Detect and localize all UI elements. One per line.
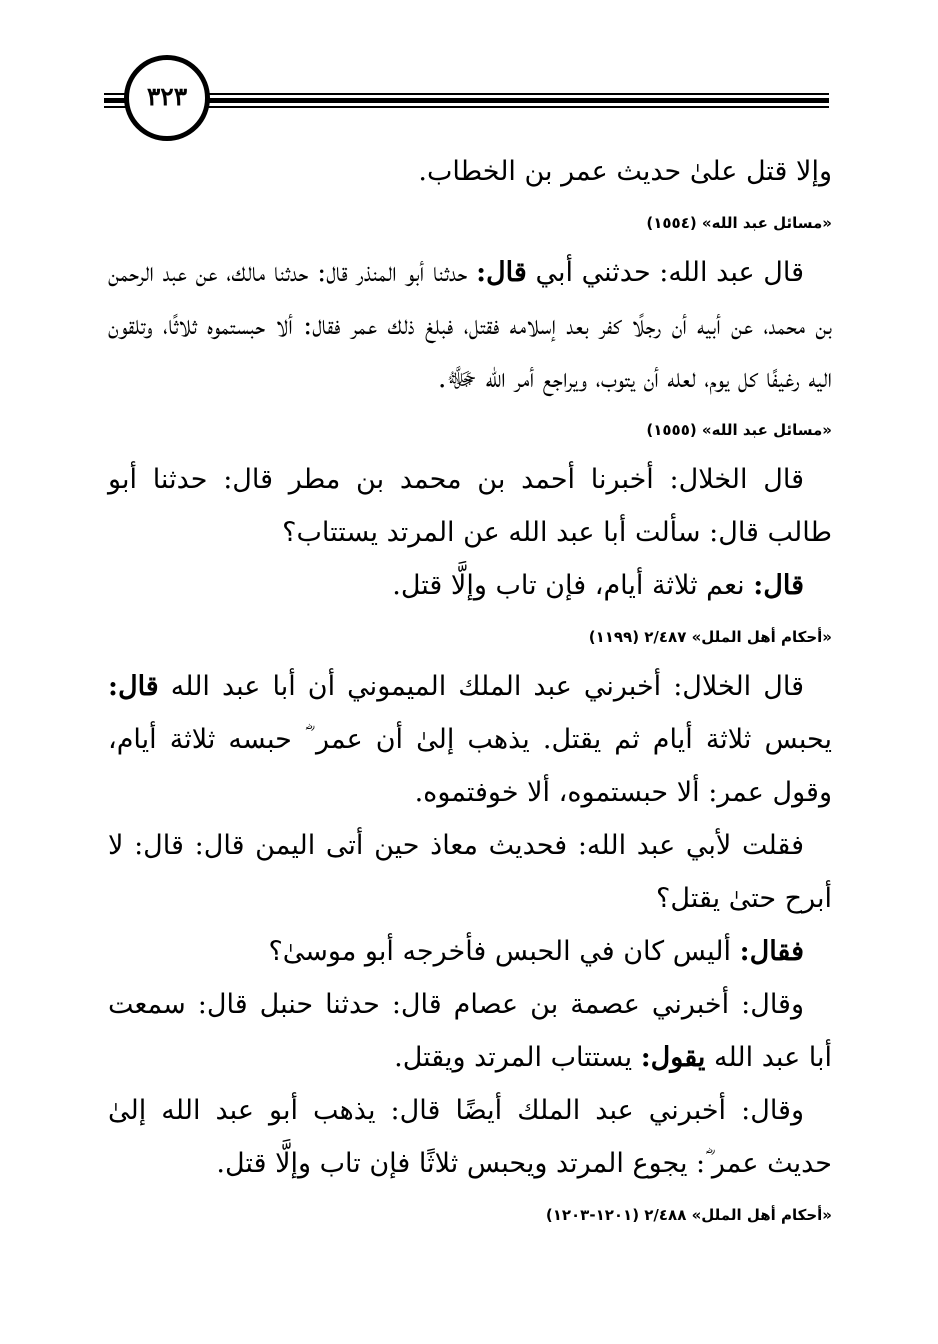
paragraph (108, 925, 832, 978)
paragraph-text: حدثنا أبو المنذر قال: حدثنا مالك، عن عبد الرحمن بن محمد، عن أبيه أن رجلًا كفر بعد إسلامه فقتل، فبلغ ذلك عمر فقال: ألا حبستموه ثلاثًا، وتلقون اليه رغيفًا كل يوم، لعله أن يتوب، ويراجع أمر الله ﷻ. (108, 257, 832, 394)
bold-lead: فقال: (739, 936, 804, 967)
paragraph-text: وقال: أخبرني عصمة بن عصام قال: حدثنا حنبل قال: سمعت أبا عبد الله (108, 989, 832, 1073)
header-rule-bottom (104, 106, 829, 108)
paragraph-text: قال عبد الله: حدثني أبي (526, 257, 804, 288)
paragraph (108, 1084, 832, 1190)
paragraph (108, 819, 832, 925)
paragraph (108, 978, 832, 1084)
paragraph-text: أليس كان في الحبس فأخرجه أبو موسىٰ؟ (268, 936, 740, 967)
header-rule-thick (104, 98, 829, 103)
bold-lead: قال: (753, 570, 804, 601)
page-number: ٣٢٣ (146, 81, 188, 111)
paragraph (108, 660, 832, 819)
bold-lead: قال: (108, 671, 159, 702)
citation: «أحكام أهل الملل» ٢/٤٨٨ (١٢٠١-١٢٠٣) (545, 1206, 832, 1224)
paragraph-text: يحبس ثلاثة أيام ثم يقتل. يذهب إلىٰ أن عمر ؓ حبسه ثلاثة أيام، وقول عمر: ألا حبستموه، ألا خوفتموه. (108, 724, 832, 808)
paragraph (108, 559, 832, 612)
page-header (0, 0, 938, 150)
citation: «مسائل عبد الله» (١٥٥٥) (646, 421, 832, 439)
paragraph-text: قال الخلال: أخبرنا أحمد بن محمد بن مطر قال: حدثنا أبو طالب قال: سألت أبا عبد الله عن المرتد يستتاب؟ (108, 464, 832, 548)
citation: «مسائل عبد الله» (١٥٥٤) (646, 214, 832, 232)
paragraph (108, 246, 832, 405)
citation: «أحكام أهل الملل» ٢/٤٨٧ (١١٩٩) (588, 628, 832, 646)
paragraph-text: نعم ثلاثة أيام، فإن تاب وإلَّا قتل. (392, 570, 754, 601)
paragraph-text: قال الخلال: أخبرني عبد الملك الميموني أن أبا عبد الله (158, 671, 804, 702)
paragraph-text: فقلت لأبي عبد الله: فحديث معاذ حين أتى اليمن قال: قال: لا أبرح حتىٰ يقتل؟ (108, 830, 832, 914)
paragraph-intro: وإلا قتل علىٰ حديث عمر بن الخطاب. (418, 156, 832, 187)
bold-lead: قال: (476, 257, 527, 288)
paragraph-text: وقال: أخبرني عبد الملك أيضًا قال: يذهب أبو عبد الله إلىٰ حديث عمر ؓ: يجوع المرتد ويحبس ثلاثًا فإن تاب وإلَّا قتل. (108, 1095, 832, 1179)
page-body (108, 145, 832, 1238)
header-rule-top (104, 93, 829, 95)
paragraph (108, 453, 832, 559)
paragraph-text: يستتاب المرتد ويقتل. (394, 1042, 641, 1073)
page-number-badge (124, 55, 210, 141)
bold-lead: يقول: (640, 1042, 706, 1073)
